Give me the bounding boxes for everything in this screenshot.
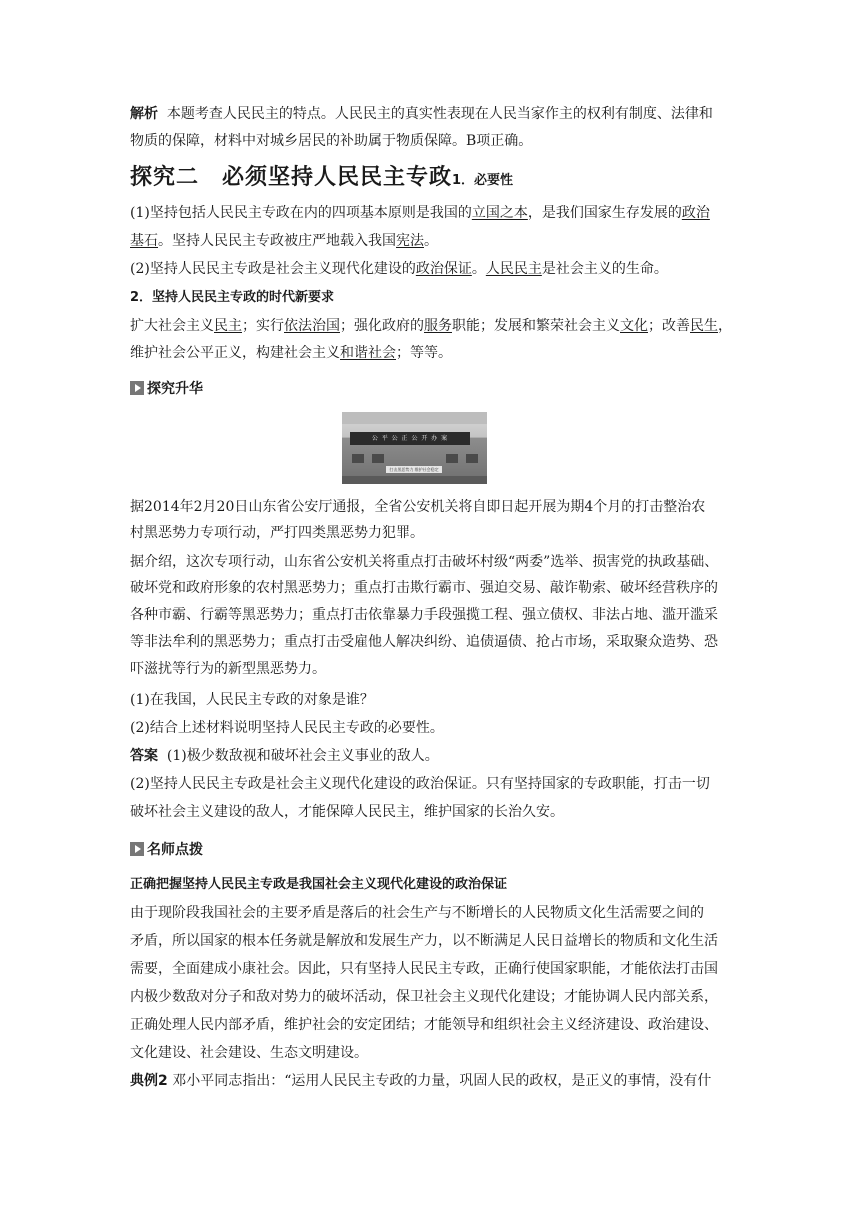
point-line: 需要，全面建成小康社会。因此，只有坚持人民民主专政，正确行使国家职能，才能依法打击国 <box>130 961 718 977</box>
answer-line-3: 破坏社会主义建设的敌人，才能保障人民民主，维护国家的长治久安。 <box>130 804 564 820</box>
underlined-term: 政治 <box>681 205 710 221</box>
upgrade-section-marker <box>130 379 203 397</box>
text: 维护社会公平正义，构建社会主义 <box>130 345 340 361</box>
text: ，是我们国家生存发展的 <box>527 205 682 221</box>
text: 是社会主义的生命。 <box>541 261 668 277</box>
text: 。 <box>471 261 486 277</box>
material-line: 村黑恶势力专项行动，严打四类黑恶势力犯罪。 <box>130 525 424 541</box>
material-line: 各种市霸、行霸等黑恶势力；重点打击依靠暴力手段强揽工程、强立债权、非法占地、滥开滥采 <box>130 607 718 623</box>
answer-text: (1)极少数敌视和破坏社会主义事业的敌人。 <box>166 748 439 764</box>
answer-line-1 <box>130 746 730 766</box>
section-heading <box>130 160 730 191</box>
upgrade-label: 探究升华 <box>147 381 203 397</box>
teacher-tip-label: 名师点拨 <box>147 842 203 858</box>
question-2: (2)结合上述材料说明坚持人民民主专政的必要性。 <box>130 720 444 736</box>
teacher-tip-marker <box>130 840 203 858</box>
underlined-term: 人民民主 <box>485 261 542 277</box>
necessity-point-1-line-2 <box>130 231 730 251</box>
point-title: 正确把握坚持人民民主专政是我国社会主义现代化建设的政治保证 <box>130 877 508 892</box>
requirements-line-1 <box>130 316 730 336</box>
material-line: 吓滋扰等行为的新型黑恶势力。 <box>130 661 326 677</box>
analysis-text-1: 本题考查人民民主的特点。人民民主的真实性表现在人民当家作主的权利有制度、法律和 <box>166 106 713 122</box>
underlined-term: 民主 <box>214 318 242 334</box>
photo-banner: 公 平 公 正 公 开 办 案 <box>350 432 470 445</box>
underlined-term: 民生 <box>690 318 718 334</box>
text: 扩大社会主义 <box>130 318 214 334</box>
police-building-photo <box>342 412 487 484</box>
example-line <box>130 1071 730 1091</box>
requirements-title: 2．坚持人民民主专政的时代新要求 <box>130 290 335 305</box>
point-line: 由于现阶段我国社会的主要矛盾是落后的社会生产与不断增长的人民物质文化生活需要之间的 <box>130 905 704 921</box>
underlined-term: 基石 <box>130 233 158 249</box>
section-subtitle: 1．必要性 <box>452 173 514 188</box>
necessity-point-2 <box>130 259 730 279</box>
text: 。 <box>424 233 438 249</box>
example-label: 典例2 <box>130 1073 168 1089</box>
question-1: (1)在我国，人民民主专政的对象是谁？ <box>130 692 374 708</box>
analysis-line-1 <box>130 104 730 124</box>
material-line: 据2014年2月20日山东省公安厅通报，全省公安机关将自即日起开展为期4个月的打击整治农 <box>130 499 706 515</box>
underlined-term: 立国之本 <box>471 205 528 221</box>
text: ；强化政府的 <box>340 318 424 334</box>
text: ， <box>718 318 732 334</box>
point-line: 文化建设、社会建设、生态文明建设。 <box>130 1045 368 1061</box>
underlined-term: 服务 <box>424 318 452 334</box>
text: 。坚持人民民主专政被庄严地载入我国 <box>158 233 396 249</box>
underlined-term: 政治保证 <box>415 261 472 277</box>
point-line: 矛盾，所以国家的根本任务就是解放和发展生产力，以不断满足人民日益增长的物质和文化生活 <box>130 933 718 949</box>
answer-label: 答案 <box>130 748 158 764</box>
text: ；改善 <box>648 318 690 334</box>
point-line: 正确处理人民内部矛盾，维护社会的安定团结；才能领导和组织社会主义经济建设、政治建设、 <box>130 1017 718 1033</box>
photo-banner-2: 打击黑恶势力 维护社会稳定 <box>386 466 442 473</box>
material-line: 据介绍，这次专项行动，山东省公安机关将重点打击破坏村级“两委”选举、损害党的执政基础、 <box>130 554 719 570</box>
example-text: 邓小平同志指出：“运用人民民主专政的力量，巩固人民的政权，是正义的事情，没有什 <box>172 1073 712 1089</box>
answer-line-2: (2)坚持人民民主专政是社会主义现代化建设的政治保证。只有坚持国家的专政职能，打击一切 <box>130 776 710 792</box>
point-line: 内极少数敌对分子和敌对势力的破坏活动，保卫社会主义现代化建设；才能协调人民内部关系， <box>130 989 718 1005</box>
material-line: 等非法牟利的黑恶势力；重点打击受雇他人解决纠纷、追债逼债、抢占市场，采取聚众造势、恐 <box>130 634 718 650</box>
section-title: 探究二 必须坚持人民民主专政 <box>130 165 453 190</box>
text: ；实行 <box>242 318 284 334</box>
text: (1)坚持包括人民民主专政在内的四项基本原则是我国的 <box>130 205 472 221</box>
necessity-point-1-line-1 <box>130 203 730 223</box>
text: ；等等。 <box>396 345 452 361</box>
underlined-term: 文化 <box>620 318 648 334</box>
analysis-label: 解析 <box>130 106 158 122</box>
play-triangle-icon <box>130 842 144 856</box>
text: (2)坚持人民民主专政是社会主义现代化建设的 <box>130 261 416 277</box>
text: 职能；发展和繁荣社会主义 <box>452 318 620 334</box>
requirements-line-2 <box>130 343 730 363</box>
analysis-line-2: 物质的保障，材料中对城乡居民的补助属于物质保障。B项正确。 <box>130 133 533 149</box>
underlined-term: 依法治国 <box>284 318 340 334</box>
underlined-term: 和谐社会 <box>340 345 396 361</box>
material-line: 破坏党和政府形象的农村黑恶势力；重点打击欺行霸市、强迫交易、敲诈勒索、破坏经营秩序的 <box>130 580 718 596</box>
play-triangle-icon <box>130 381 144 395</box>
underlined-term: 宪法 <box>396 233 424 249</box>
